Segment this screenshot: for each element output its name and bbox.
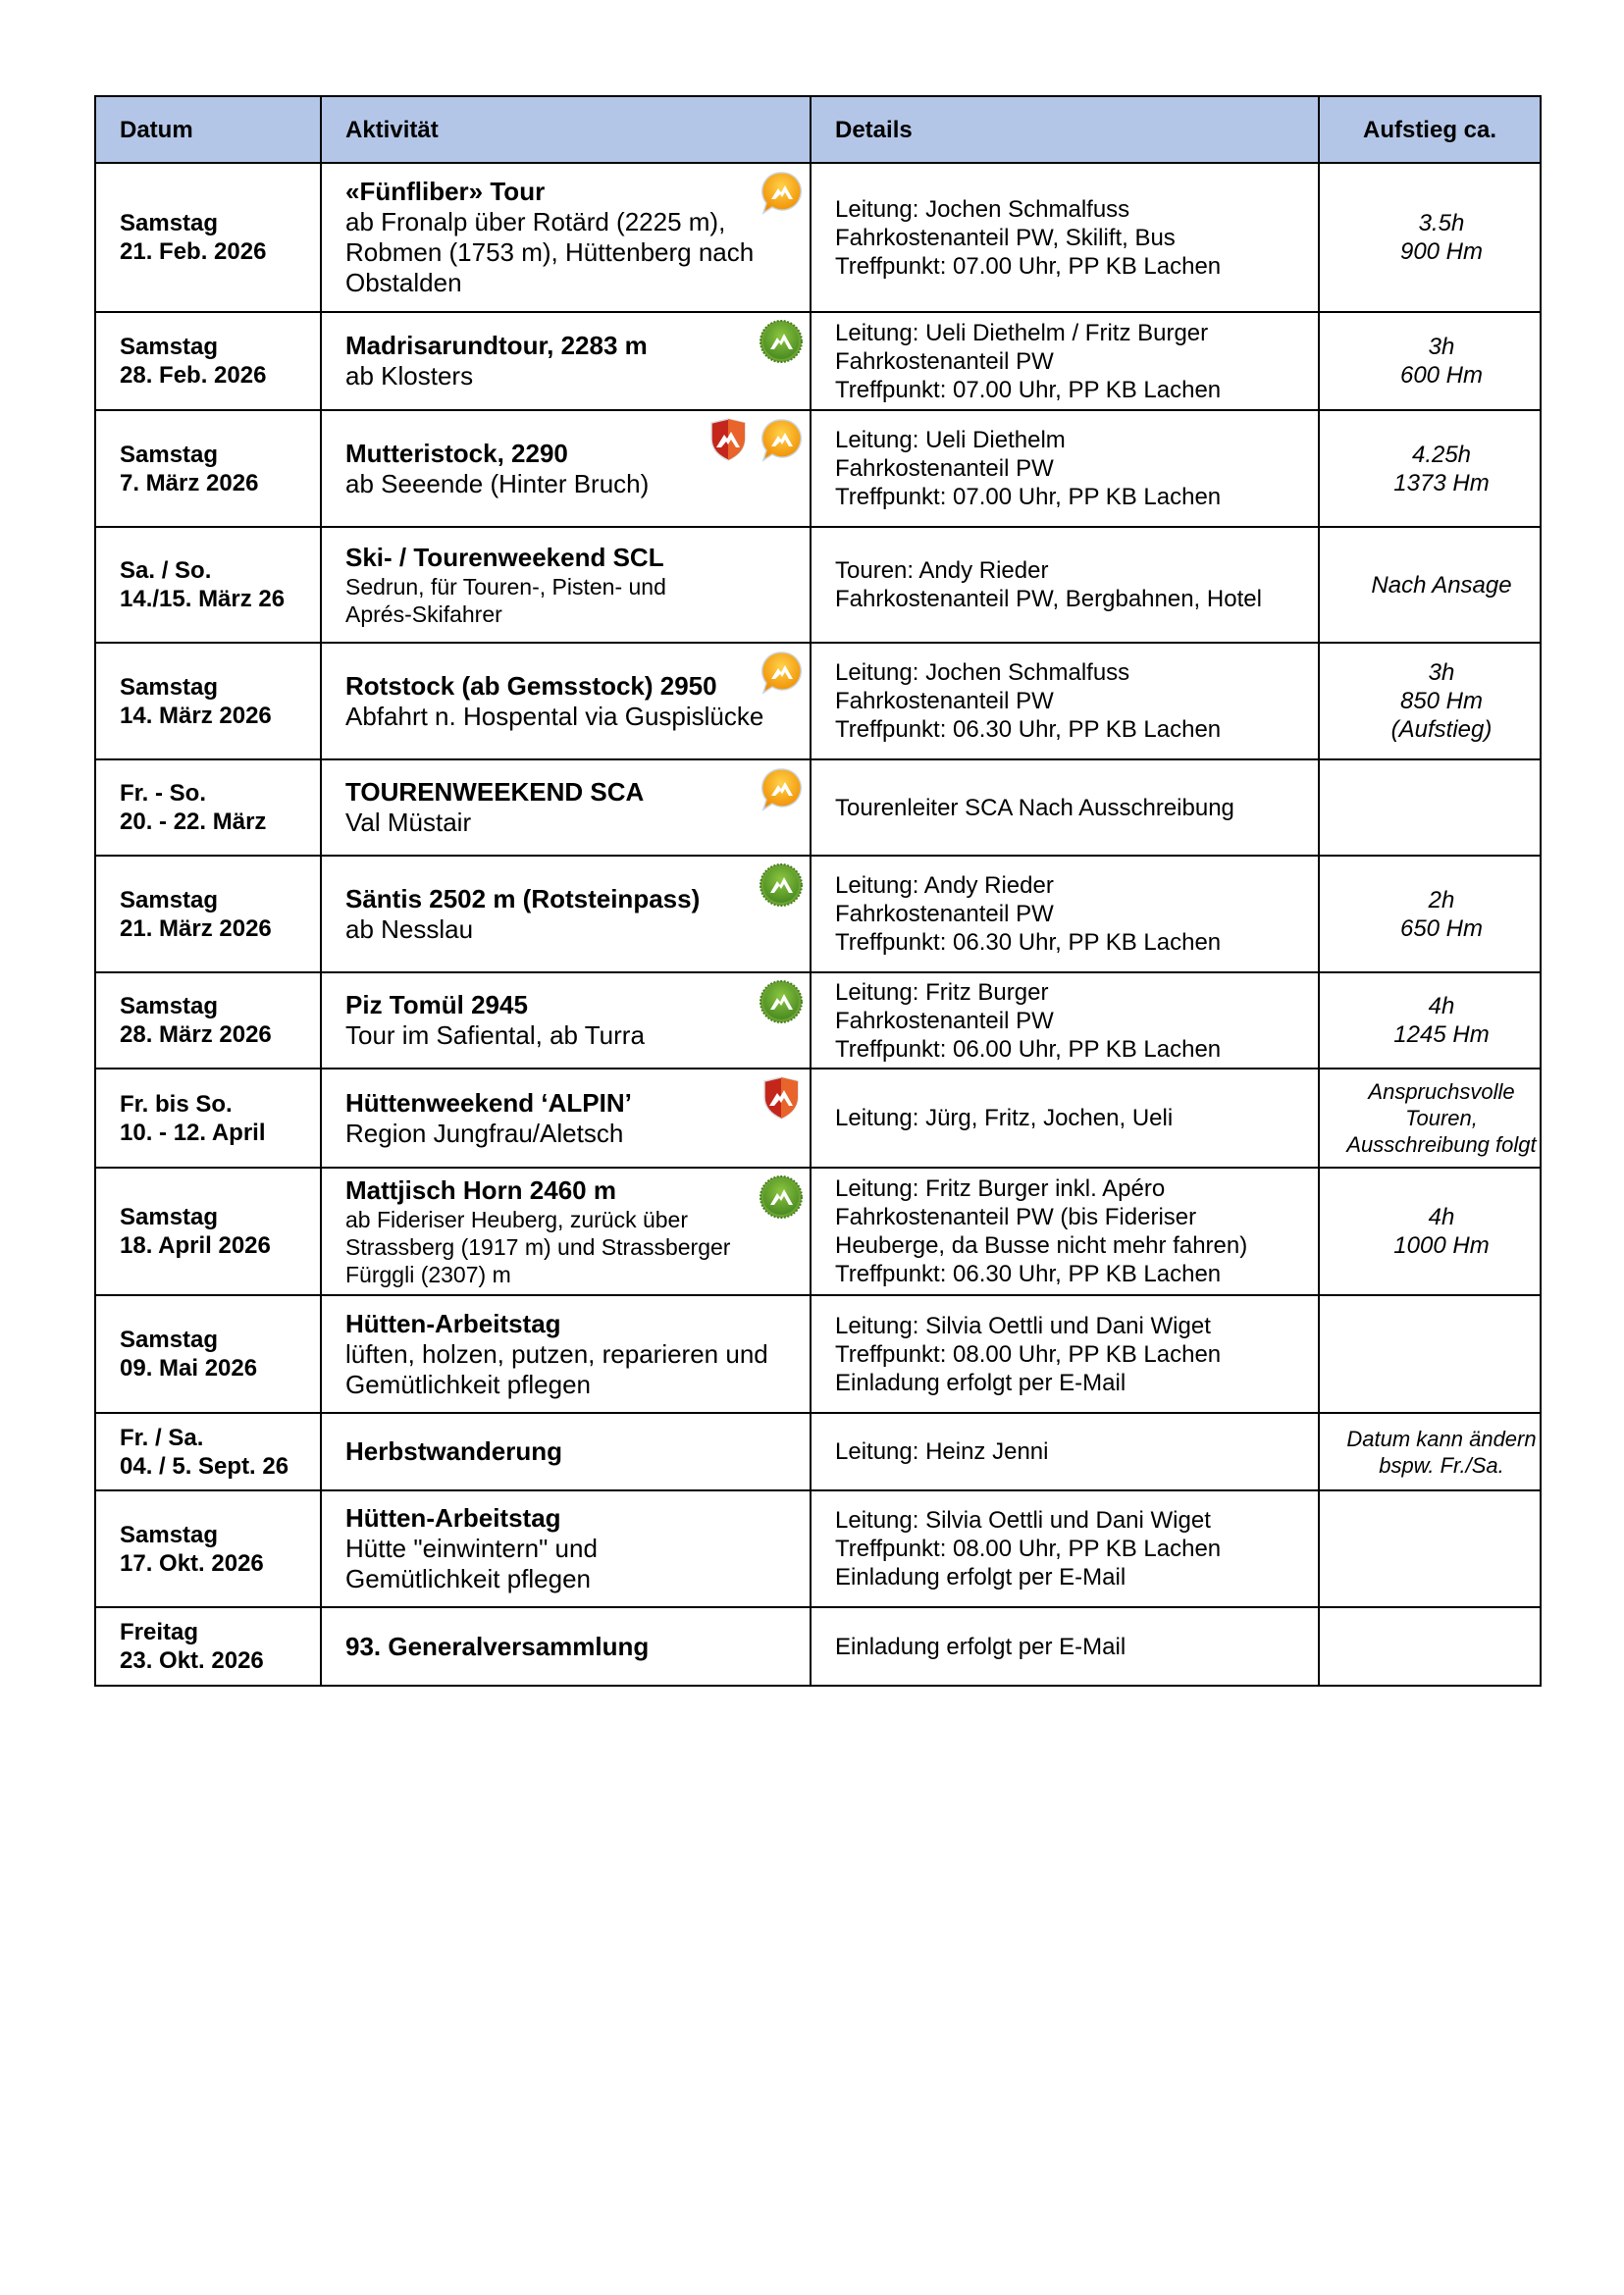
orange-bubble-mountain-icon [759, 417, 804, 462]
difficulty-icons [759, 1174, 804, 1220]
activity-title: «Fünfliber» Tour [345, 177, 546, 206]
date-line: 21. Feb. 2026 [120, 238, 267, 265]
table-row [95, 1168, 1541, 1295]
ascent-line: 3h [1428, 659, 1455, 686]
details-line: Treffpunkt: 08.00 Uhr, PP KB Lachen [835, 1340, 1222, 1368]
date-line: 14./15. März 26 [120, 586, 286, 612]
date-line: Samstag [120, 673, 219, 701]
ascent-line: 1000 Hm [1393, 1232, 1490, 1259]
activity-description: Robmen (1753 m), Hüttenberg nach [345, 237, 755, 267]
activity-cell [321, 1168, 811, 1295]
activity-description: Strassberg (1917 m) und Strassberger [345, 1233, 731, 1260]
activity-cell [321, 856, 811, 972]
details-cell [811, 1168, 1319, 1295]
details-line: Leitung: Silvia Oettli und Dani Wiget [835, 1507, 1211, 1534]
ascent-cell [1319, 1069, 1541, 1168]
ascent-cell [1319, 1490, 1541, 1607]
activity-description: Fürggli (2307) m [345, 1261, 511, 1287]
date-line: 20. - 22. März [120, 808, 267, 835]
ascent-line: 4h [1428, 993, 1455, 1019]
activity-title: Piz Tomül 2945 [345, 990, 528, 1019]
ascent-line: 650 Hm [1399, 914, 1484, 942]
activity-title: Hüttenweekend ‘ALPIN’ [345, 1087, 632, 1118]
table-row [95, 1607, 1541, 1686]
ascent-line: 2h [1428, 886, 1455, 913]
ascent-line: 900 Hm [1399, 238, 1484, 265]
details-line: Leitung: Silvia Oettli und Dani Wiget [835, 1312, 1211, 1339]
details-line: Treffpunkt: 06.00 Uhr, PP KB Lachen [835, 1035, 1222, 1063]
ascent-cell [1319, 759, 1541, 856]
activity-cell [321, 527, 811, 643]
ascent-cell [1319, 1607, 1541, 1686]
date-line: Fr. - So. [120, 780, 207, 807]
details-line: Fahrkostenanteil PW [835, 901, 1054, 927]
date-line: Samstag [120, 1204, 219, 1230]
table-row [95, 856, 1541, 972]
details-cell [811, 759, 1319, 856]
details-line: Leitung: Jürg, Fritz, Jochen, Ueli [835, 1105, 1174, 1131]
ascent-cell [1319, 1295, 1541, 1413]
table-body [95, 163, 1541, 1686]
activity-cell [321, 759, 811, 856]
date-line: Samstag [120, 886, 219, 913]
details-line: Treffpunkt: 06.30 Uhr, PP KB Lachen [835, 1261, 1222, 1287]
details-line: Einladung erfolgt per E-Mail [835, 1369, 1126, 1396]
date-cell [95, 163, 321, 312]
activity-title: Hütten-Arbeitstag [345, 1503, 561, 1533]
difficulty-icons [759, 1075, 804, 1121]
table-row [95, 312, 1541, 410]
activity-description: Sedrun, für Touren-, Pisten- und [345, 573, 666, 600]
details-line: Treffpunkt: 06.30 Uhr, PP KB Lachen [835, 716, 1222, 743]
activity-cell [321, 1069, 811, 1168]
table-row [95, 410, 1541, 527]
date-line: 28. März 2026 [120, 1021, 272, 1048]
date-cell [95, 1295, 321, 1413]
details-line: Treffpunkt: 07.00 Uhr, PP KB Lachen [835, 376, 1222, 403]
header-aufstieg: Aufstieg ca. [1319, 96, 1541, 163]
activity-description: ab Seeende (Hinter Bruch) [345, 468, 650, 498]
details-line: Heuberge, da Busse nicht mehr fahren) [835, 1232, 1248, 1259]
activity-description: Tour im Safiental, ab Turra [345, 1020, 645, 1050]
date-line: Samstag [120, 441, 219, 468]
orange-bubble-mountain-icon [759, 650, 804, 695]
date-cell [95, 1069, 321, 1168]
table-row [95, 1490, 1541, 1607]
ascent-line: 600 Hm [1399, 362, 1484, 389]
table-row [95, 527, 1541, 643]
ascent-cell [1319, 643, 1541, 759]
ascent-line: 1373 Hm [1393, 469, 1490, 496]
ascent-cell [1319, 527, 1541, 643]
date-line: Fr. / Sa. [120, 1424, 204, 1451]
activity-title: Rotstock (ab Gemsstock) 2950 [345, 670, 717, 701]
activity-cell [321, 410, 811, 527]
date-line: Samstag [120, 993, 219, 1019]
date-line: Samstag [120, 1521, 219, 1548]
date-line: 17. Okt. 2026 [120, 1549, 264, 1577]
date-cell [95, 1168, 321, 1295]
details-line: Leitung: Jochen Schmalfuss [835, 659, 1130, 686]
ascent-line: Touren, [1405, 1106, 1478, 1130]
details-cell [811, 312, 1319, 410]
activity-description: Gemütlichkeit pflegen [345, 1564, 592, 1593]
difficulty-icons [706, 417, 804, 462]
activity-description: ab Klosters [345, 361, 474, 391]
ascent-line: Datum kann ändern [1346, 1426, 1537, 1451]
green-badge-mountain-icon [759, 1174, 804, 1220]
details-line: Treffpunkt: 07.00 Uhr, PP KB Lachen [835, 252, 1222, 280]
header-datum: Datum [95, 96, 321, 163]
date-line: 7. März 2026 [120, 469, 259, 496]
table-row [95, 759, 1541, 856]
details-line: Leitung: Heinz Jenni [835, 1438, 1049, 1465]
activity-title: TOURENWEEKEND SCA [345, 777, 645, 807]
details-cell [811, 1413, 1319, 1490]
date-cell [95, 972, 321, 1069]
green-badge-mountain-icon [759, 862, 804, 908]
details-line: Einladung erfolgt per E-Mail [835, 1564, 1126, 1591]
details-cell [811, 163, 1319, 312]
date-line: Samstag [120, 210, 219, 236]
activity-title: Madrisarundtour, 2283 m [345, 331, 648, 360]
header-aktivitaet: Aktivität [321, 96, 811, 163]
table-row [95, 1295, 1541, 1413]
date-cell [95, 312, 321, 410]
activity-cell [321, 163, 811, 312]
details-line: Fahrkostenanteil PW [835, 688, 1054, 714]
details-line: Einladung erfolgt per E-Mail [835, 1633, 1126, 1660]
details-line: Leitung: Ueli Diethelm [835, 427, 1066, 453]
date-cell [95, 856, 321, 972]
details-cell [811, 643, 1319, 759]
difficulty-icons [759, 319, 804, 364]
details-line: Leitung: Andy Rieder [835, 872, 1054, 899]
date-line: Samstag [120, 334, 219, 360]
activity-description: Hütte "einwintern" und [345, 1534, 598, 1563]
date-line: 09. Mai 2026 [120, 1355, 258, 1382]
green-badge-mountain-icon [759, 979, 804, 1024]
details-line: Leitung: Jochen Schmalfuss [835, 195, 1130, 223]
ascent-line: Ausschreibung folgt [1346, 1132, 1537, 1157]
ascent-cell [1319, 410, 1541, 527]
details-line: Treffpunkt: 07.00 Uhr, PP KB Lachen [835, 484, 1222, 510]
date-line: Sa. / So. [120, 557, 212, 584]
activity-description: Abfahrt n. Hospental via Guspislücke [345, 701, 764, 731]
activity-description: Region Jungfrau/Aletsch [345, 1118, 624, 1148]
ascent-line: 3h [1428, 334, 1455, 360]
date-line: 10. - 12. April [120, 1119, 266, 1146]
activity-description: Obstalden [345, 268, 462, 297]
ascent-cell [1319, 312, 1541, 410]
details-line: Fahrkostenanteil PW [835, 455, 1054, 482]
date-line: 14. März 2026 [120, 702, 272, 729]
date-cell [95, 527, 321, 643]
ascent-line: Nach Ansage [1371, 571, 1512, 599]
details-line: Leitung: Fritz Burger inkl. Apéro [835, 1175, 1166, 1202]
green-badge-mountain-icon [759, 319, 804, 364]
details-cell [811, 1069, 1319, 1168]
red-shield-mountain-icon [706, 417, 751, 462]
difficulty-icons [759, 766, 804, 811]
activity-cell [321, 972, 811, 1069]
ascent-line: (Aufstieg) [1390, 716, 1493, 743]
activity-description: Gemütlichkeit pflegen [345, 1369, 592, 1399]
date-line: Freitag [120, 1619, 199, 1645]
activity-cell [321, 1607, 811, 1686]
date-line: 28. Feb. 2026 [120, 362, 267, 389]
details-line: Treffpunkt: 08.00 Uhr, PP KB Lachen [835, 1536, 1222, 1562]
table-row [95, 163, 1541, 312]
orange-bubble-mountain-icon [759, 766, 804, 811]
details-line: Fahrkostenanteil PW [835, 1007, 1054, 1034]
ascent-cell [1319, 163, 1541, 312]
date-cell [95, 643, 321, 759]
activity-description: ab Fronalp über Rotärd (2225 m), [345, 207, 726, 236]
date-line: 18. April 2026 [120, 1232, 271, 1259]
ascent-line: 3.5h [1418, 210, 1465, 236]
orange-bubble-mountain-icon [759, 170, 804, 215]
activity-cell [321, 1295, 811, 1413]
details-line: Fahrkostenanteil PW [835, 347, 1054, 375]
activity-description: lüften, holzen, putzen, reparieren und [345, 1338, 768, 1369]
date-cell [95, 1413, 321, 1490]
activity-cell [321, 312, 811, 410]
activity-title: Herbstwanderung [345, 1436, 563, 1466]
table-row [95, 643, 1541, 759]
difficulty-icons [759, 170, 804, 215]
activity-cell [321, 1490, 811, 1607]
ascent-line: Anspruchsvolle [1368, 1079, 1515, 1104]
details-line: Leitung: Fritz Burger [835, 978, 1049, 1006]
date-line: 23. Okt. 2026 [120, 1647, 264, 1674]
details-cell [811, 527, 1319, 643]
details-line: Fahrkostenanteil PW, Skilift, Bus [835, 224, 1176, 251]
details-line: Fahrkostenanteil PW, Bergbahnen, Hotel [835, 586, 1262, 612]
details-line: Tourenleiter SCA Nach Ausschreibung [835, 794, 1234, 821]
details-line: Leitung: Ueli Diethelm / Fritz Burger [835, 319, 1209, 346]
details-line: Treffpunkt: 06.30 Uhr, PP KB Lachen [835, 929, 1222, 956]
ascent-line: 4.25h [1411, 441, 1472, 468]
date-cell [95, 759, 321, 856]
table-row [95, 972, 1541, 1069]
ascent-line: bspw. Fr./Sa. [1379, 1452, 1504, 1478]
ascent-cell [1319, 1413, 1541, 1490]
date-line: Fr. bis So. [120, 1090, 233, 1118]
date-line: 04. / 5. Sept. 26 [120, 1452, 289, 1480]
activity-title: Hütten-Arbeitstag [345, 1308, 561, 1338]
header-details: Details [811, 96, 1319, 163]
details-cell [811, 1295, 1319, 1413]
activity-cell [321, 643, 811, 759]
table-row [95, 1069, 1541, 1168]
ascent-line: 1245 Hm [1393, 1021, 1490, 1048]
table-row [95, 1413, 1541, 1490]
tour-program-table [94, 95, 1542, 1687]
date-line: Samstag [120, 1327, 219, 1353]
red-shield-mountain-icon [759, 1075, 804, 1121]
activity-title: Mutteristock, 2290 [345, 438, 568, 468]
date-cell [95, 1490, 321, 1607]
date-cell [95, 410, 321, 527]
details-cell [811, 972, 1319, 1069]
activity-description: Aprés-Skifahrer [345, 600, 502, 627]
details-line: Touren: Andy Rieder [835, 557, 1049, 584]
activity-description: ab Fideriser Heuberg, zurück über [345, 1206, 688, 1232]
details-cell [811, 410, 1319, 527]
ascent-line: 850 Hm [1399, 688, 1484, 714]
activity-title: Mattjisch Horn 2460 m [345, 1174, 616, 1205]
details-cell [811, 1490, 1319, 1607]
activity-description: ab Nesslau [345, 913, 474, 944]
difficulty-icons [759, 650, 804, 695]
details-cell [811, 1607, 1319, 1686]
difficulty-icons [759, 979, 804, 1024]
activity-title: 93. Generalversammlung [345, 1631, 650, 1661]
ascent-cell [1319, 972, 1541, 1069]
ascent-cell [1319, 856, 1541, 972]
activity-title: Ski- / Tourenweekend SCL [345, 542, 664, 572]
details-line: Fahrkostenanteil PW (bis Fideriser [835, 1204, 1197, 1230]
date-line: 21. März 2026 [120, 914, 272, 942]
activity-description: Val Müstair [345, 808, 472, 837]
date-cell [95, 1607, 321, 1686]
difficulty-icons [759, 862, 804, 908]
ascent-line: 4h [1428, 1204, 1455, 1230]
activity-cell [321, 1413, 811, 1490]
details-cell [811, 856, 1319, 972]
activity-title: Säntis 2502 m (Rotsteinpass) [345, 883, 701, 913]
table-header [95, 96, 1541, 163]
ascent-cell [1319, 1168, 1541, 1295]
